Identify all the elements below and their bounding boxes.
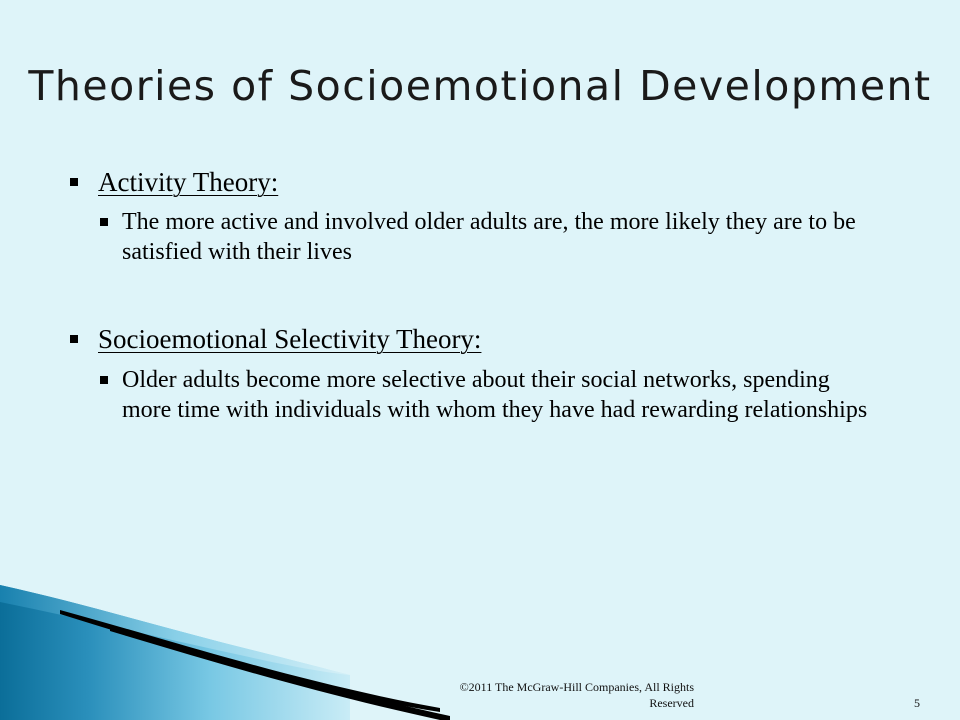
copyright-footer: ©2011 The McGraw-Hill Companies, All Rights Reserved bbox=[459, 680, 694, 710]
bullet-socioemotional-selectivity-theory bbox=[70, 322, 481, 356]
square-bullet-icon bbox=[100, 218, 108, 226]
square-bullet-icon bbox=[70, 335, 78, 343]
sub-bullet-socioemotional-selectivity-theory bbox=[100, 365, 870, 425]
section-body: The more active and involved older adults are, the more likely they are to be satisfied with their lives bbox=[122, 209, 856, 265]
section-body: Older adults become more selective about their social networks, spending more time with individuals with whom they have had rewarding relationships bbox=[122, 367, 868, 423]
bullet-activity-theory bbox=[70, 165, 278, 199]
slide-title: Theories of Socioemotional Development bbox=[28, 62, 932, 110]
section-heading: Activity Theory: bbox=[98, 167, 279, 197]
sub-bullet-activity-theory bbox=[100, 207, 870, 267]
square-bullet-icon bbox=[100, 376, 108, 384]
square-bullet-icon bbox=[70, 178, 78, 186]
section-heading: Socioemotional Selectivity Theory: bbox=[98, 324, 482, 354]
page-number: 5 bbox=[914, 696, 920, 710]
